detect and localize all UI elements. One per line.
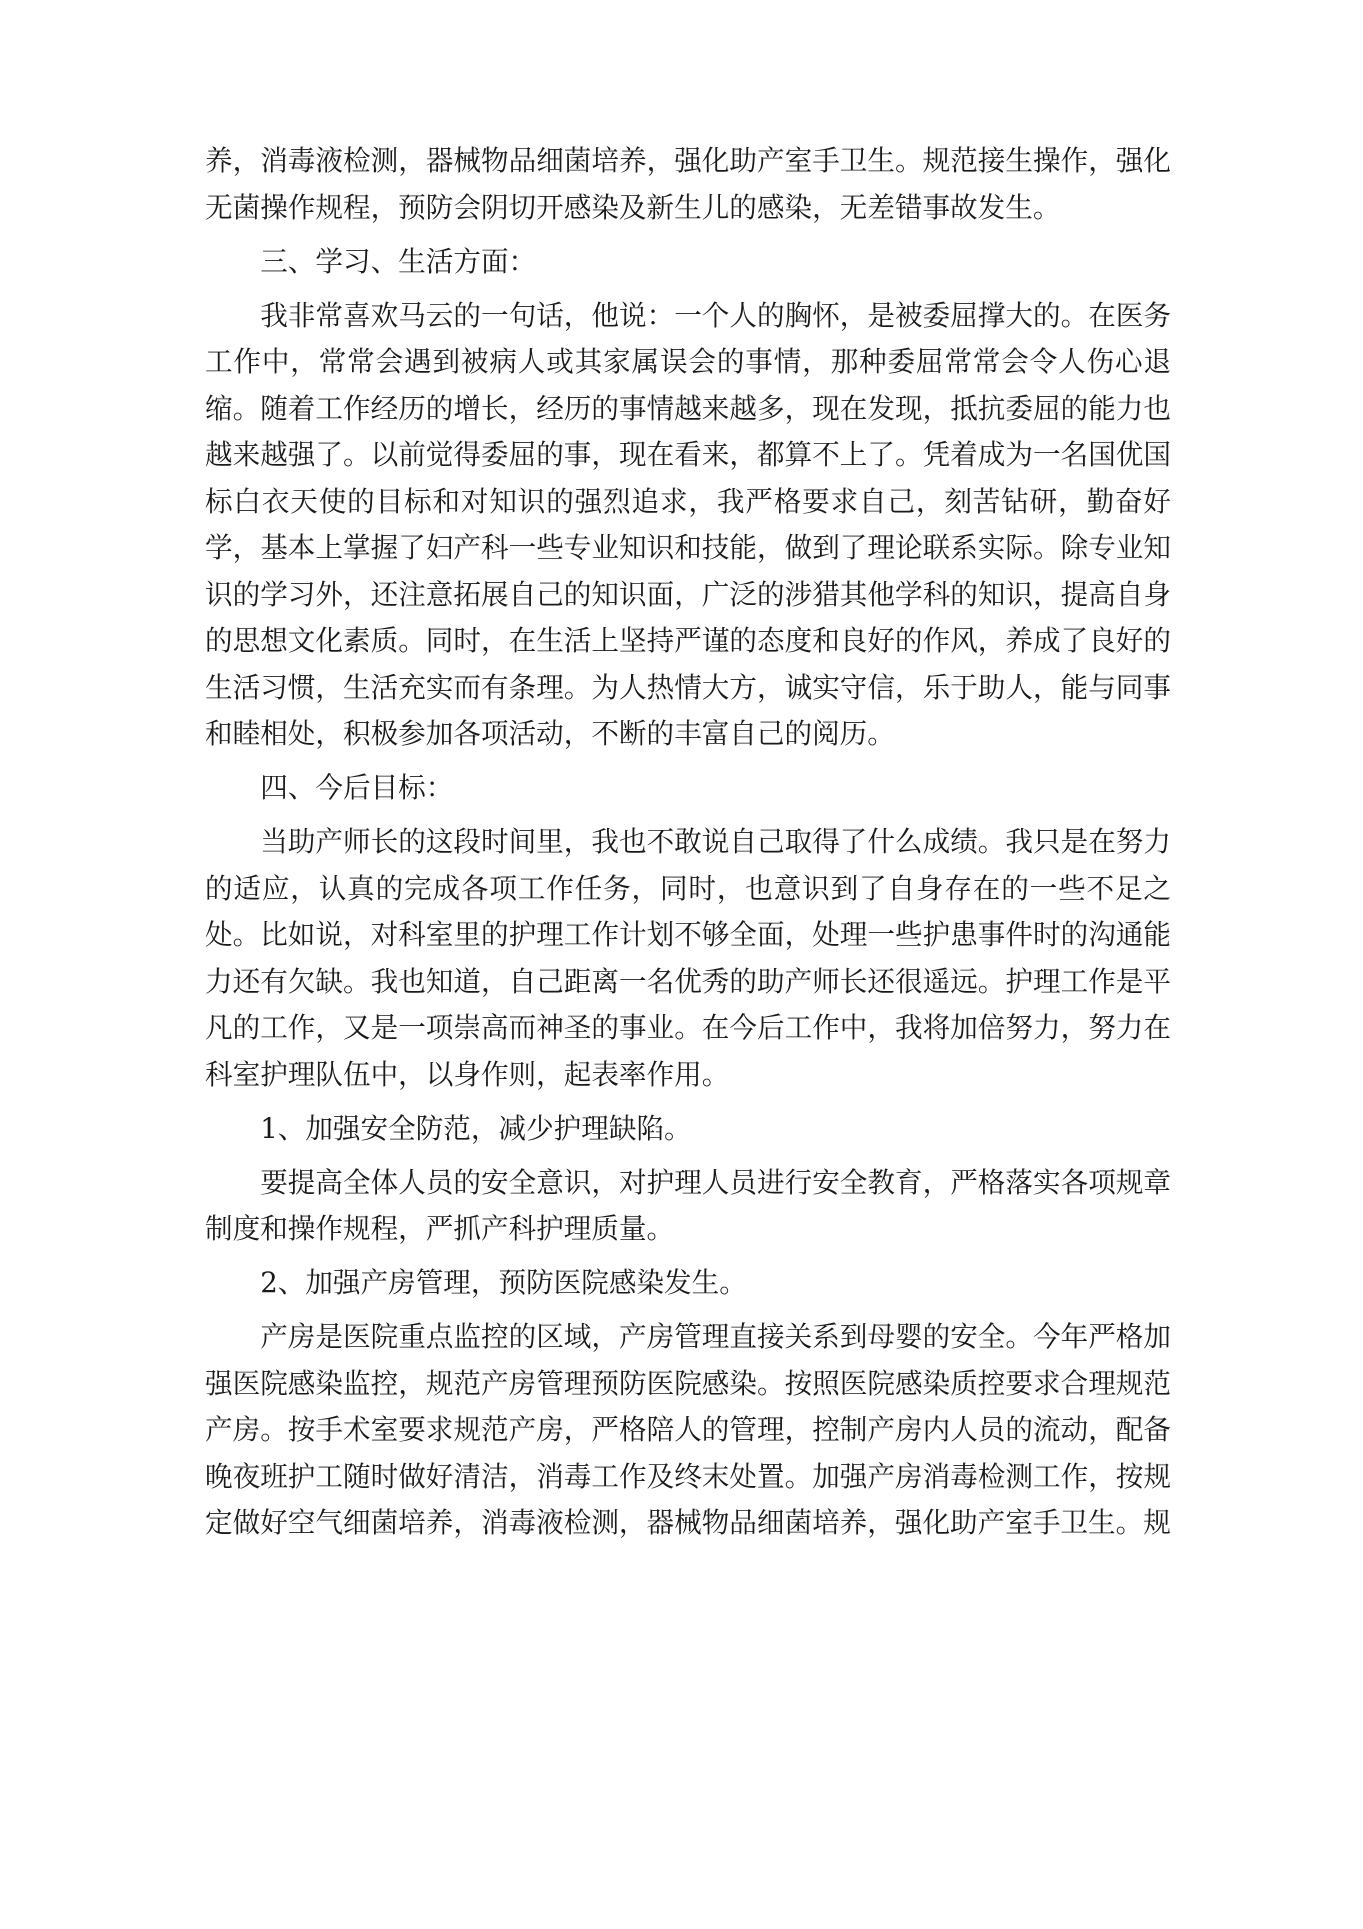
paragraph-future-goals: 当助产师长的这段时间里，我也不敢说自己取得了什么成绩。我只是在努力的适应，认真的完成各项工作任务，同时，也意识到了自身存在的一些不足之处。比如说，对科室里的护理工作计划不够全面，处理一些护患事件时的沟通能力还有欠缺。我也知道，自己距离一名优秀的助产师长还很遥远。护理工作是平凡的工作，又是一项崇高而神圣的事业。在今后工作中，我将加倍努力，努力在科室护理队伍中，以身作则，起表率作用。 bbox=[205, 825, 1171, 1091]
paragraph-delivery-room: 产房是医院重点监控的区域，产房管理直接关系到母婴的安全。今年严格加强医院感染监控，规范产房管理预防医院感染。按照医院感染质控要求合理规范产房。按手术室要求规范产房，严格陪人的管理，控制产房内人员的流动，配备晚夜班护工随时做好清洁，消毒工作及终末处置。加强产房消毒检测工作，按规定做好空气细菌培养，消毒液检测，器械物品细菌培养，强化助产室手卫生。规 bbox=[205, 1320, 1171, 1539]
section-heading-study-life: 三、学习、生活方面： bbox=[260, 244, 537, 278]
subheading-safety: 1、加强安全防范，减少护理缺陷。 bbox=[260, 1111, 692, 1145]
paragraph-study-life: 我非常喜欢马云的一句话，他说：一个人的胸怀，是被委屈撑大的。在医务工作中，常常会遇到被病人或其家属误会的事情，那种委屈常常会令人伤心退缩。随着工作经历的增长，经历的事情越来越多，现在发现，抵抗委屈的能力也越来越强了。以前觉得委屈的事，现在看来，都算不上了。凭着成为一名国优国标白衣天使的目标和对知识的强烈追求，我严格要求自己，刻苦钻研，勤奋好学，基本上掌握了妇产科一些专业知识和技能，做到了理论联系实际。除专业知识的学习外，还注意拓展自己的知识面，广泛的涉猎其他学科的知识，提高自身的思想文化素质。同时，在生活上坚持严谨的态度和良好的作风，养成了良好的生活习惯，生活充实而有条理。为人热情大方，诚实守信，乐于助人，能与同事和睦相处，积极参加各项活动，不断的丰富自己的阅历。 bbox=[205, 298, 1171, 750]
subheading-delivery-room: 2、加强产房管理，预防医院感染发生。 bbox=[260, 1266, 747, 1299]
section-heading-future-goals: 四、今后目标： bbox=[260, 771, 454, 804]
paragraph-continuation: 养，消毒液检测，器械物品细菌培养，强化助产室手卫生。规范接生操作，强化无菌操作规程，预防会阴切开感染及新生儿的感染，无差错事故发生。 bbox=[205, 144, 1171, 224]
document-body bbox=[205, 138, 1171, 1554]
paragraph-safety: 要提高全体人员的安全意识，对护理人员进行安全教育，严格落实各项规章制度和操作规程，严抓产科护理质量。 bbox=[205, 1165, 1171, 1245]
